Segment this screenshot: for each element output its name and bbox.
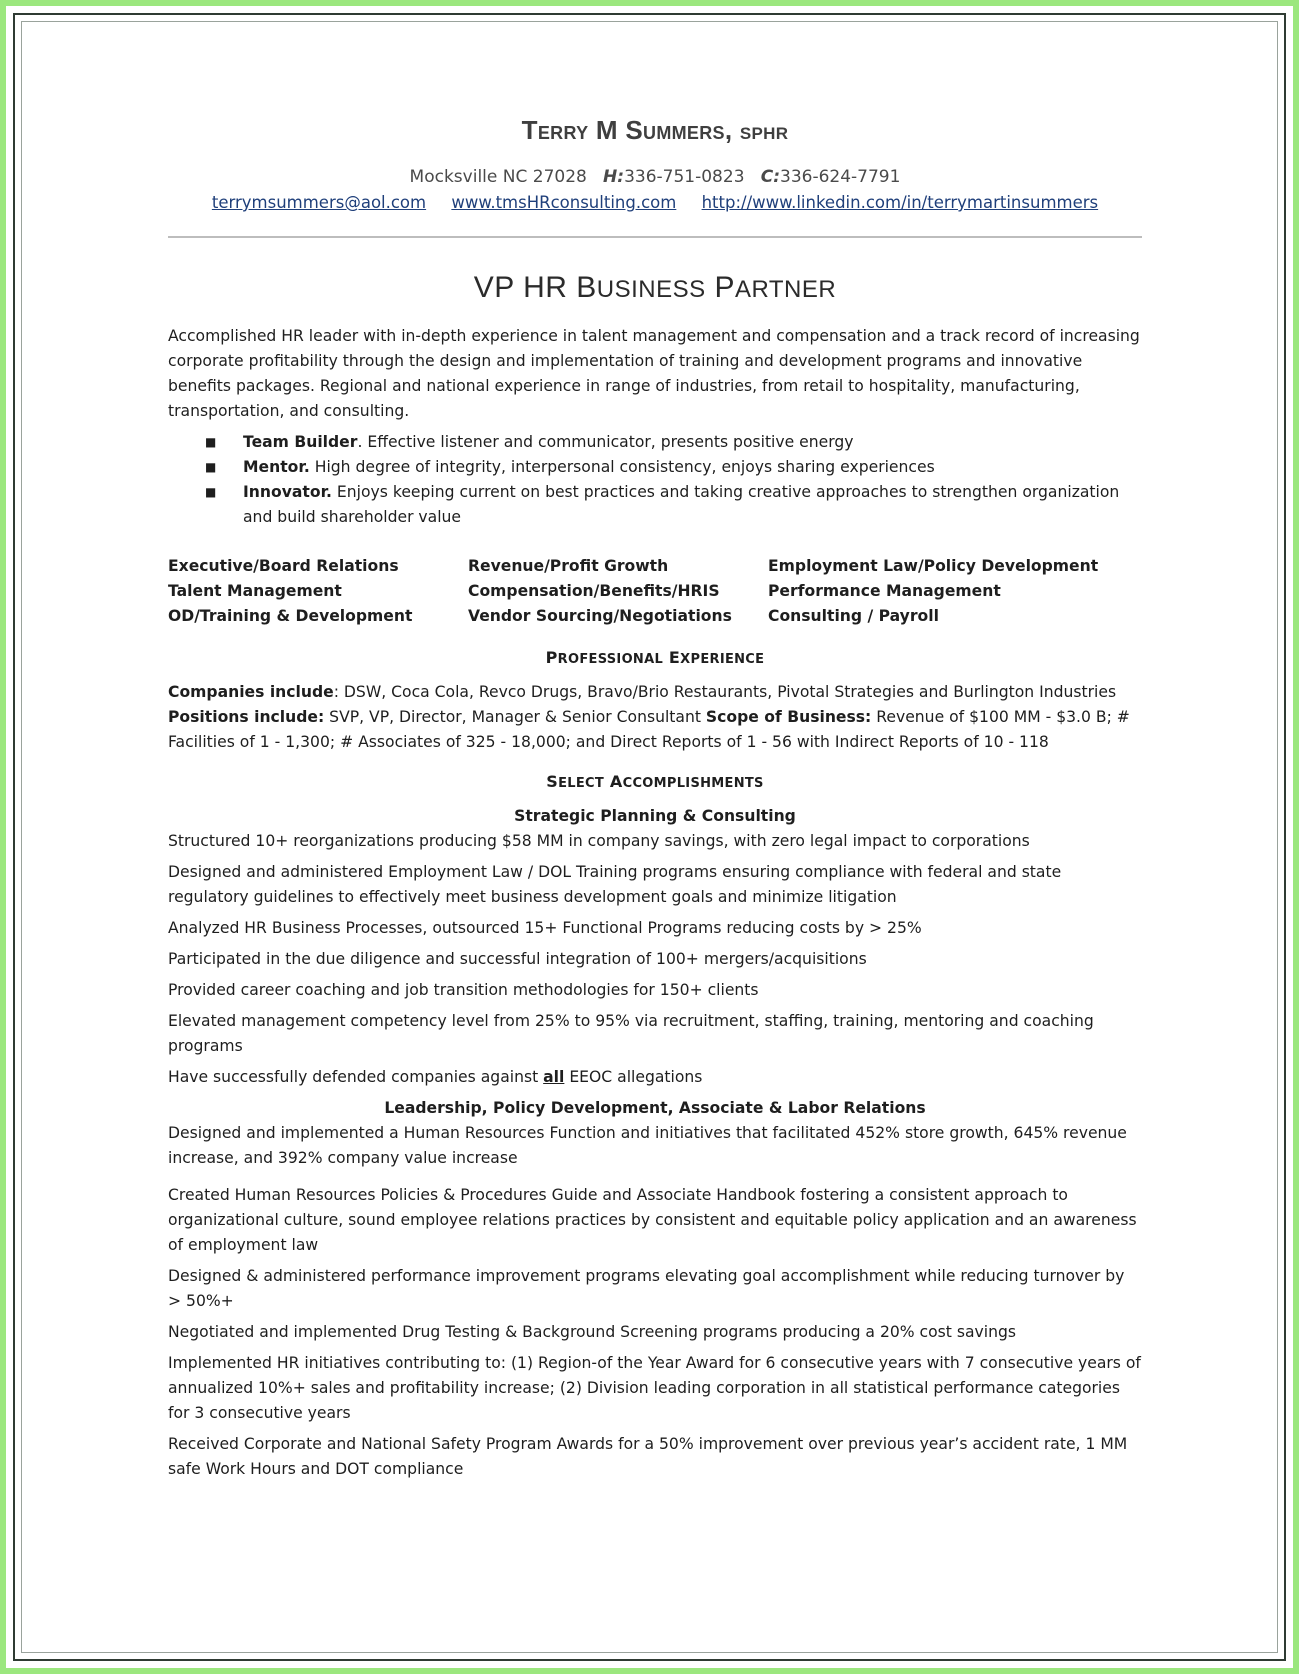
trait-item <box>168 455 1142 480</box>
location: Mocksville NC 27028 <box>409 167 587 187</box>
headline: VP HR BUSINESS PARTNER <box>473 271 837 304</box>
leadership-heading: Leadership, Policy Development, Associate & Labor Relations <box>384 1099 926 1117</box>
defended-em: all <box>543 1068 565 1086</box>
resume-page <box>168 110 1142 1488</box>
bullet-icon: ■ <box>205 485 217 499</box>
positions-text: SVP, VP, Director, Manager & Senior Consultant <box>324 708 706 726</box>
cell-label: C: <box>760 167 781 187</box>
section-title-experience: PROFESSIONAL EXPERIENCE <box>545 648 765 667</box>
header-divider <box>168 236 1142 238</box>
skill-item: Performance Management <box>768 582 1001 600</box>
email-link[interactable]: terrymsummers@aol.com <box>211 193 427 212</box>
accomplishment-item: Designed and implemented a Human Resources Function and initiatives that facilitated 452% store growth, 645% revenue increase, and 392% company value increase <box>168 1124 1127 1167</box>
trait-text: High degree of integrity, interpersonal consistency, enjoys sharing experiences <box>309 458 935 476</box>
candidate-name <box>168 110 1142 154</box>
linkedin-link[interactable]: http://www.linkedin.com/in/terrymartinsummers <box>701 193 1099 212</box>
companies-paragraph <box>168 680 1142 755</box>
accomplishment-item: Designed and administered Employment Law / DOL Training programs ensuring compliance with federal and state regulatory guidelines to effectively meet business development goals and minimize litigation <box>168 863 1062 906</box>
accomplishment-item: Analyzed HR Business Processes, outsourced 15+ Functional Programs reducing costs by > 25% <box>168 919 922 937</box>
trait-text: Enjoys keeping current on best practices and taking creative approaches to strengthen organization and build shareholder value <box>243 483 1120 526</box>
accomplishment-item: Participated in the due diligence and successful integration of 100+ mergers/acquisitions <box>168 950 867 968</box>
bullet-icon: ■ <box>205 460 217 474</box>
defended-post: EEOC allegations <box>564 1068 703 1086</box>
name-text: Terry M Summers, <box>521 115 733 145</box>
trait-title: Mentor. <box>243 458 310 476</box>
skill-item: Talent Management <box>168 582 342 600</box>
strategic-heading: Strategic Planning & Consulting <box>514 807 796 825</box>
website-link[interactable]: www.tmsHRconsulting.com <box>451 193 677 212</box>
accomplishment-item: Designed & administered performance improvement programs elevating goal accomplishment while reducing turnover by > 50%+ <box>168 1267 1125 1310</box>
trait-title: Innovator. <box>243 483 332 501</box>
skill-item: Revenue/Profit Growth <box>468 557 669 575</box>
skill-item: Consulting / Payroll <box>768 607 939 625</box>
traits-list <box>168 430 1142 530</box>
scope-text: Revenue of $100 MM - $3.0 B; # Facilities of 1 - 1,300; # Associates of 325 - 18,000; and Direct Reports of 1 - 56 with Indirect Reports of 10 - 118 <box>168 708 1130 751</box>
section-title-accomplishments: SELECT ACCOMPLISHMENTS <box>546 772 764 791</box>
accomplishment-item: Elevated management competency level from 25% to 95% via recruitment, staffing, training, mentoring and coaching programs <box>168 1012 1094 1055</box>
credential: SPHR <box>739 124 789 143</box>
accomplishment-item: Structured 10+ reorganizations producing $58 MM in company savings, with zero legal impact to corporations <box>168 832 1030 850</box>
accomplishment-item <box>168 1065 1142 1090</box>
home-phone: 336-751-0823 <box>624 167 745 187</box>
cell-phone: 336-624-7791 <box>780 167 901 187</box>
accomplishment-item: Provided career coaching and job transition methodologies for 150+ clients <box>168 981 759 999</box>
home-label: H: <box>603 167 625 187</box>
companies-text: : DSW, Coca Cola, Revco Drugs, Bravo/Brio Restaurants, Pivotal Strategies and Burlington Industries <box>333 683 1117 701</box>
links-line <box>168 190 1142 216</box>
skills-grid <box>168 554 1142 629</box>
positions-label: Positions include: <box>168 708 325 726</box>
skill-item: Compensation/Benefits/HRIS <box>468 582 720 600</box>
trait-text: . Effective listener and communicator, presents positive energy <box>357 433 854 451</box>
accomplishment-item: Received Corporate and National Safety Program Awards for a 50% improvement over previous year’s accident rate, 1 MM safe Work Hours and DOT compliance <box>168 1435 1128 1478</box>
companies-label: Companies include <box>168 683 334 701</box>
accomplishment-item: Implemented HR initiatives contributing to: (1) Region-of the Year Award for 6 consecutive years with 7 consecutive years of annualized 10%+ sales and profitability increase; (2) Division leading corporation in all statistical performance categories for 3 consecutive years <box>168 1354 1141 1422</box>
summary: Accomplished HR leader with in-depth experience in talent management and compensation and a track record of increasing corporate profitability through the design and implementation of training and development programs and innovative benefits packages. Regional and national experience in range of industries, from retail to hospitality, manufacturing, transportation, and consulting. <box>168 327 1140 420</box>
defended-pre: Have successfully defended companies against <box>168 1068 544 1086</box>
trait-title: Team Builder <box>243 433 358 451</box>
accomplishment-item: Negotiated and implemented Drug Testing & Background Screening programs producing a 20% cost savings <box>168 1323 1017 1341</box>
scope-label: Scope of Business: <box>705 708 872 726</box>
trait-item <box>168 430 1142 455</box>
bullet-icon: ■ <box>205 435 217 449</box>
contact-line <box>168 164 1142 190</box>
trait-item <box>168 480 1142 530</box>
skill-item: Employment Law/Policy Development <box>768 557 1099 575</box>
skill-item: OD/Training & Development <box>168 607 413 625</box>
accomplishment-item: Created Human Resources Policies & Procedures Guide and Associate Handbook fostering a consistent approach to organizational culture, sound employee relations practices by consistent and equitable policy application and an awareness of employment law <box>168 1186 1137 1254</box>
skill-item: Executive/Board Relations <box>168 557 399 575</box>
skill-item: Vendor Sourcing/Negotiations <box>468 607 732 625</box>
